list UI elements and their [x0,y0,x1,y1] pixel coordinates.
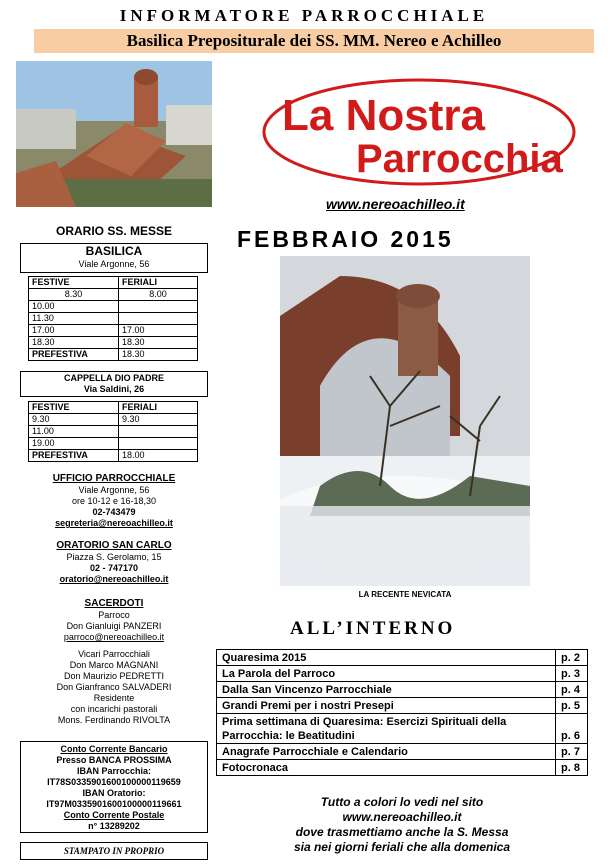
bank-box [20,741,208,833]
vicario-name: Don Maurizio PEDRETTI [63,671,165,681]
cappella-box [20,371,208,397]
toc-label: Fotocronaca [217,760,556,776]
snow-photo [280,256,530,586]
logo-line2: Parrocchia [356,137,563,181]
header-feriali: FERIALI [119,277,198,289]
basilica-photo [16,61,212,207]
inside-title: ALL’INTERNO [290,618,456,639]
iban-oratorio: IT97M0335901600100000119661 [46,799,182,809]
vicario-name: Don Marco MAGNANI [69,660,159,670]
header-feriali: FERIALI [119,402,198,414]
header-festive: FESTIVE [29,277,119,289]
cappella-address: Via Saldini, 26 [83,384,145,394]
cell: 9.30 [29,414,119,426]
office-phone: 02-743479 [92,507,136,517]
toc-row[interactable] [217,698,588,714]
cell: 8.30 [29,289,119,301]
cell: 18.30 [29,337,119,349]
postal-title: Conto Corrente Postale [63,810,165,820]
toc-label: Quaresima 2015 [217,650,556,666]
cell: PREFESTIVA [29,349,119,361]
cell: 18.00 [119,450,198,462]
logo-line1: La Nostra [282,91,485,140]
footer-line1: Tutto a colori lo vedi nel sito [320,795,484,809]
toc-page: p. 7 [556,744,588,760]
resident-label: Residente [93,693,135,703]
iban-parrocchia: IT78S0335901600100000119659 [47,777,181,787]
bank-name: Presso BANCA PROSSIMA [56,755,172,765]
iban-oratorio-label: IBAN Oratorio: [82,788,146,798]
toc-row[interactable] [217,682,588,698]
toc-label: Grandi Premi per i nostri Presepi [217,698,556,714]
cell: 17.00 [119,325,198,337]
toc-row[interactable] [217,744,588,760]
cell: 11.00 [29,426,119,438]
oratorio-phone: 02 - 747170 [89,563,139,573]
oratorio-address: Piazza S. Gerolamo, 15 [66,552,162,562]
website-link[interactable]: www.nereoachilleo.it [326,196,465,212]
basilica-name: BASILICA [85,244,143,258]
toc-page: p. 6 [556,714,588,744]
office-email[interactable]: segreteria@nereoachilleo.it [55,518,173,528]
cell: 17.00 [29,325,119,337]
toc-row[interactable] [217,666,588,682]
office-title: UFFICIO PARROCCHIALE [52,473,176,484]
cappella-name: CAPPELLA DIO PADRE [63,373,164,383]
toc-table [216,649,588,776]
toc-row[interactable] [217,650,588,666]
toc-row[interactable] [217,760,588,776]
header-festive: FESTIVE [29,402,119,414]
parroco-label: Parroco [98,610,130,620]
cell: 18.30 [119,349,198,361]
resident-name: Mons. Ferdinando RIVOLTA [57,715,171,725]
office-address: Viale Argonne, 56 [78,485,150,495]
toc-row[interactable] [217,714,588,744]
issue-month: FEBBRAIO 2015 [237,226,454,252]
vicario-name: Don Gianfranco SALVADERI [56,682,172,692]
cell: 10.00 [29,301,119,313]
bank-title: Conto Corrente Bancario [60,744,168,754]
toc-page: p. 4 [556,682,588,698]
cappella-times-table [28,401,198,462]
basilica-box [20,243,208,273]
cell: 11.30 [29,313,119,325]
footer-website[interactable]: www.nereoachilleo.it [342,810,462,824]
masses-title: ORARIO SS. MESSE [55,224,173,238]
photo-caption: LA RECENTE NEVICATA [358,590,452,599]
parroco-email[interactable]: parroco@nereoachilleo.it [63,632,165,642]
iban-parrocchia-label: IBAN Parrocchia: [76,766,152,776]
resident-note: con incarichi pastorali [70,704,158,714]
basilica-times-table [28,276,198,361]
cell: 18.30 [119,337,198,349]
footer-line3: dove trasmettiamo anche la S. Messa [295,825,509,839]
toc-label: Anagrafe Parrocchiale e Calendario [217,744,556,760]
cell: 9.30 [119,414,198,426]
oratorio-email[interactable]: oratorio@nereoachilleo.it [59,574,169,584]
toc-label: Dalla San Vincenzo Parrocchiale [217,682,556,698]
vicari-label: Vicari Parrocchiali [78,649,150,659]
footer-note [216,795,588,855]
oratorio-block [20,540,208,585]
clergy-block [20,597,208,726]
cell [119,426,198,438]
postal-number: n° 13289202 [88,821,140,831]
cell: 19.00 [29,438,119,450]
cell: 8.00 [119,289,198,301]
toc-page: p. 8 [556,760,588,776]
toc-label: Prima settimana di Quaresima: Esercizi Spirituali della Parrocchia: le Beatitudini [217,714,556,744]
masthead: INFORMATORE PARROCCHIALE [119,6,489,25]
toc-label: La Parola del Parroco [217,666,556,682]
toc-page: p. 3 [556,666,588,682]
basilica-address: Viale Argonne, 56 [78,259,150,269]
toc-page: p. 5 [556,698,588,714]
cell [119,438,198,450]
clergy-title: SACERDOTI [84,598,144,609]
parroco-name: Don Gianluigi PANZERI [66,621,162,631]
cell [119,313,198,325]
subtitle-banner: Basilica Prepositurale dei SS. MM. Nereo e Achilleo [34,29,594,53]
parish-logo [260,76,578,188]
cell: PREFESTIVA [29,450,119,462]
cell [119,301,198,313]
stamp-note: STAMPATO IN PROPRIO [20,842,208,860]
footer-line4: sia nei giorni feriali che alla domenica [293,840,511,854]
oratorio-title: ORATORIO SAN CARLO [56,540,172,551]
office-block [20,473,208,529]
toc-page: p. 2 [556,650,588,666]
office-hours: ore 10-12 e 16-18,30 [71,496,157,506]
